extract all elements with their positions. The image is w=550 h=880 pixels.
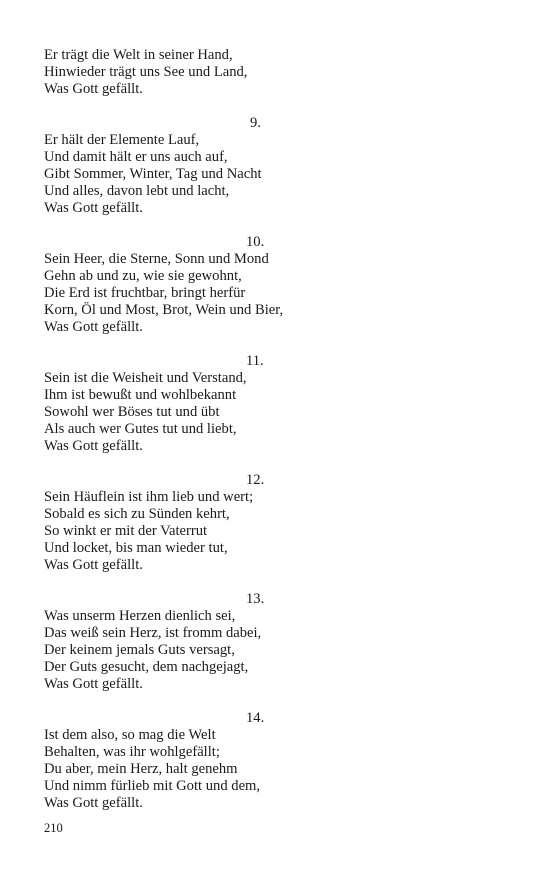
stanza-number: 9. [250,115,261,131]
verse-line: Sein ist die Weisheit und Verstand, [44,370,247,386]
verse-line: Er trägt die Welt in seiner Hand, [44,47,233,63]
verse-line: Sein Heer, die Sterne, Sonn und Mond [44,251,269,267]
verse-line: Die Erd ist fruchtbar, bringt herfür [44,285,246,301]
stanza-number: 10. [246,234,265,250]
verse-line: Du aber, mein Herz, halt genehm [44,761,238,777]
verse-line: Und alles, davon lebt und lacht, [44,183,230,199]
stanza-13 [44,591,504,693]
verse-line: Und damit hält er uns auch auf, [44,149,228,165]
verse-line: Und locket, bis man wieder tut, [44,540,228,556]
stanza-number: 13. [246,591,265,607]
verse-line: Sowohl wer Böses tut und übt [44,404,220,420]
stanza-number: 11. [246,353,264,369]
verse-line: Was Gott gefällt. [44,795,143,811]
verse-line: Das weiß sein Herz, ist fromm dabei, [44,625,262,641]
stanza-8-end [44,47,504,98]
verse-line: Er hält der Elemente Lauf, [44,132,200,148]
poem-body [44,47,504,829]
verse-line: Als auch wer Gutes tut und liebt, [44,421,237,437]
stanza-number: 14. [246,710,265,726]
verse-line: Der Guts gesucht, dem nachgejagt, [44,659,249,675]
verse-line: Ist dem also, so mag die Welt [44,727,216,743]
verse-line: Sein Häuflein ist ihm lieb und wert; [44,489,254,505]
verse-line: Gibt Sommer, Winter, Tag und Nacht [44,166,262,182]
verse-line: Korn, Öl und Most, Brot, Wein und Bier, [44,302,284,318]
verse-line: Was unserm Herzen dienlich sei, [44,608,236,624]
stanza-10 [44,234,504,336]
verse-line: Was Gott gefällt. [44,319,143,335]
page-number: 210 [44,821,63,835]
verse-line: So winkt er mit der Vaterrut [44,523,208,539]
verse-line: Ihm ist bewußt und wohlbekannt [44,387,237,403]
verse-line: Was Gott gefällt. [44,81,143,97]
stanza-12 [44,472,504,574]
stanza-9 [44,115,504,217]
verse-line: Behalten, was ihr wohlgefällt; [44,744,220,760]
verse-line: Und nimm fürlieb mit Gott und dem, [44,778,261,794]
verse-line: Was Gott gefällt. [44,200,143,216]
verse-line: Der keinem jemals Guts versagt, [44,642,235,658]
verse-line: Sobald es sich zu Sünden kehrt, [44,506,230,522]
stanza-14 [44,710,504,812]
verse-line: Was Gott gefällt. [44,438,143,454]
stanza-number: 12. [246,472,265,488]
stanza-11 [44,353,504,455]
verse-line: Gehn ab und zu, wie sie gewohnt, [44,268,242,284]
verse-line: Was Gott gefällt. [44,676,143,692]
verse-line: Was Gott gefällt. [44,557,143,573]
verse-line: Hinwieder trägt uns See und Land, [44,64,248,80]
